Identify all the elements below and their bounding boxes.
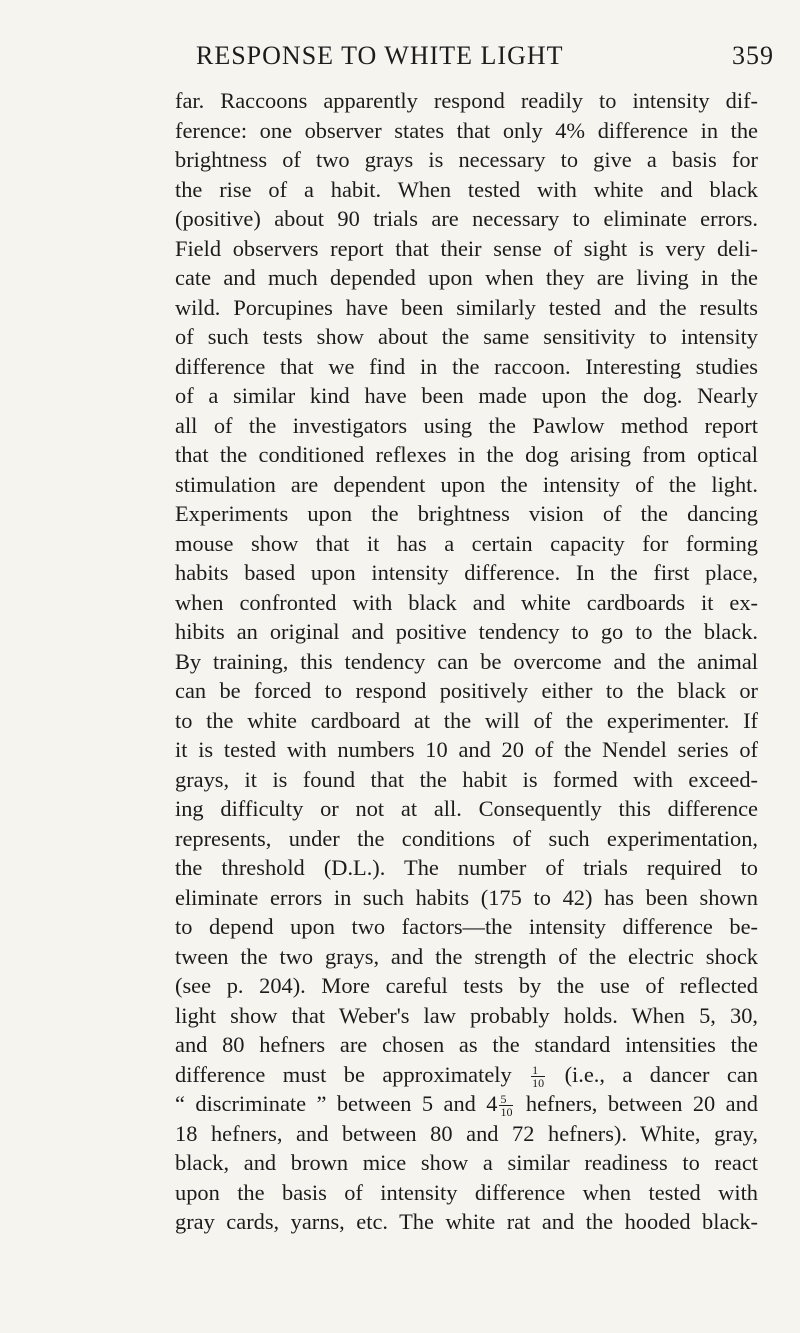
text-line: ing difficulty or not at all. Consequently this difference — [175, 796, 758, 821]
text-line: stimulation are dependent upon the intensity of the light. — [175, 471, 758, 497]
text-line: of such tests show about the same sensitivity to intensity — [175, 324, 758, 349]
line-segment: difference must be approximately — [175, 1061, 530, 1087]
fraction-numerator: 5 — [499, 1093, 513, 1106]
fraction — [531, 1064, 545, 1089]
text-line: brightness of two grays is necessary to give a basis for — [175, 147, 758, 172]
text-line: habits based upon intensity difference. In the first place, — [175, 560, 758, 585]
text-line: the threshold (D.L.). The number of trials required to — [175, 855, 758, 880]
fraction-denominator: 10 — [500, 1105, 513, 1119]
text-line: tween the two grays, and the strength of the electric shock — [175, 943, 758, 969]
line-segment: hefners, between 20 and — [515, 1091, 758, 1116]
text-line: mouse show that it has a certain capacity for forming — [175, 530, 758, 556]
text-line: wild. Porcupines have been similarly tested and the results — [175, 294, 758, 320]
running-head — [196, 38, 774, 74]
line-segment: “ discriminate ” between 5 and 4 — [175, 1091, 498, 1116]
text-line: represents, under the conditions of such experimentation, — [175, 825, 758, 851]
text-line: of a similar kind have been made upon the dog. Nearly — [175, 383, 758, 408]
fraction-denominator: 10 — [532, 1075, 545, 1089]
text-line: hibits an original and positive tendency to go to the black. — [175, 619, 758, 644]
text-line: can be forced to respond positively either to the black or — [175, 678, 758, 703]
text-line: eliminate errors in such habits (175 to 42) has been shown — [175, 884, 758, 910]
text-line-with-fraction — [175, 1089, 758, 1119]
text-line: cate and much depended upon when they are living in the — [175, 265, 758, 290]
text-line: light show that Weber's law probably holds. When 5, 30, — [175, 1002, 758, 1028]
body-paragraph — [175, 86, 758, 1237]
text-line: to depend upon two factors—the intensity difference be- — [175, 914, 758, 939]
fraction-numerator: 1 — [531, 1064, 545, 1077]
text-line: when confronted with black and white cardboards it ex- — [175, 589, 758, 615]
text-line: it is tested with numbers 10 and 20 of the Nendel series of — [175, 737, 758, 762]
text-line: 18 hefners, and between 80 and 72 hefners). White, gray, — [175, 1120, 758, 1146]
text-line: Field observers report that their sense of sight is very deli- — [175, 235, 758, 261]
text-line: gray cards, yarns, etc. The white rat and the hooded black- — [175, 1209, 758, 1234]
text-line: difference that we find in the raccoon. Interesting studies — [175, 353, 758, 379]
text-line: ference: one observer states that only 4% difference in the — [175, 117, 758, 143]
text-line: By training, this tendency can be overcome and the animal — [175, 648, 758, 674]
text-line: far. Raccoons apparently respond readily to intensity dif- — [175, 88, 758, 113]
text-line-with-fraction — [175, 1060, 758, 1090]
text-line: and 80 hefners are chosen as the standard intensities the — [175, 1032, 758, 1057]
text-line: the rise of a habit. When tested with white and black — [175, 176, 758, 202]
line-segment: (i.e., a dancer can — [547, 1061, 758, 1087]
fraction — [499, 1093, 513, 1118]
text-line: (see p. 204). More careful tests by the use of reflected — [175, 973, 758, 998]
running-title: RESPONSE TO WHITE LIGHT — [196, 41, 564, 70]
page-number: 359 — [732, 41, 774, 70]
text-line: Experiments upon the brightness vision of the dancing — [175, 501, 758, 526]
text-line: to the white cardboard at the will of the experimenter. If — [175, 707, 758, 733]
text-line: grays, it is found that the habit is formed with exceed- — [175, 766, 758, 792]
text-line: that the conditioned reflexes in the dog arising from optical — [175, 442, 758, 467]
text-line: (positive) about 90 trials are necessary to eliminate errors. — [175, 206, 758, 231]
text-line: all of the investigators using the Pawlow method report — [175, 412, 758, 438]
text-line: black, and brown mice show a similar readiness to react — [175, 1150, 758, 1175]
text-line: upon the basis of intensity difference when tested with — [175, 1179, 758, 1205]
